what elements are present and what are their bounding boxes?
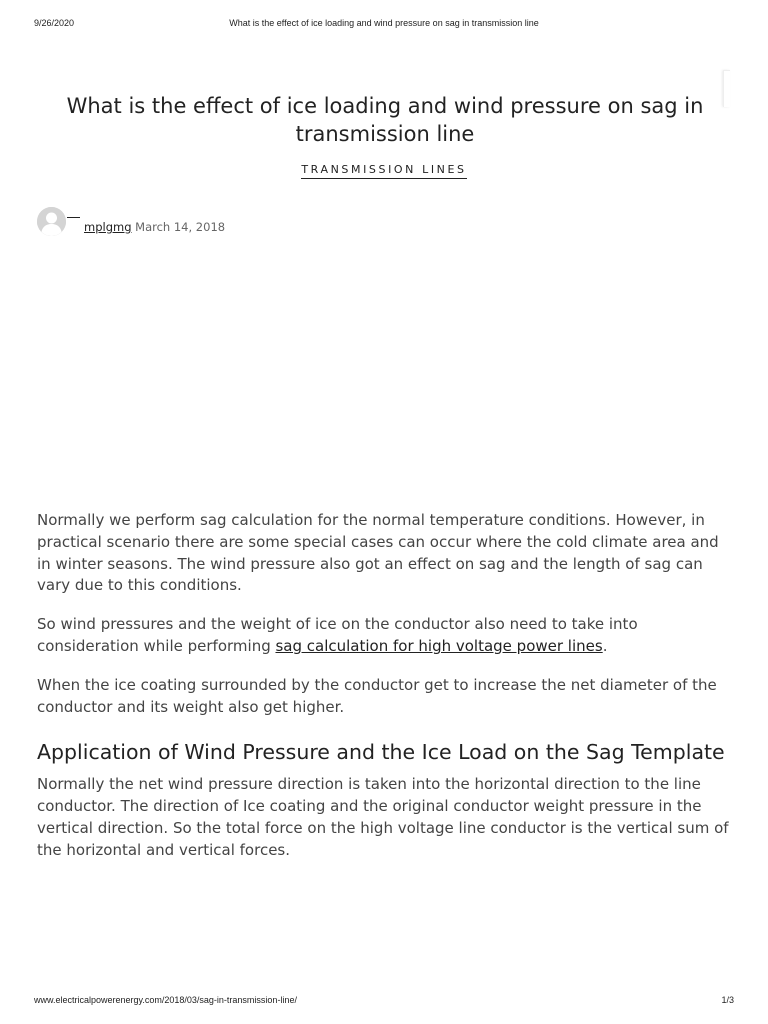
user-avatar-icon[interactable] — [37, 207, 66, 236]
article-content — [37, 510, 737, 879]
byline-text — [84, 220, 225, 234]
print-footer — [34, 995, 734, 1007]
post-date: March 14, 2018 — [135, 220, 226, 234]
category-container — [0, 160, 768, 178]
byline-separator — [67, 217, 80, 218]
print-date: 9/26/2020 — [34, 18, 75, 28]
paragraph-1: Normally we perform sag calculation for the normal temperature conditions. However, in practical scenario there are some special cases can occur where the cold climate area and in winter seasons. The wind pressure also got an effect on sag and the length of sag can vary due to this conditions. — [37, 511, 719, 595]
sag-calculation-link[interactable]: sag calculation for high voltage power lines — [275, 636, 603, 655]
print-doc-title: What is the effect of ice loading and wind pressure on sag in transmission line — [229, 18, 539, 28]
paragraph-3: When the ice coating surrounded by the conductor get to increase the net diameter of the conductor and its weight also get higher. — [37, 675, 717, 716]
author-link[interactable]: mplgmg — [84, 220, 132, 234]
paragraph-2-end: . — [602, 636, 608, 655]
section-paragraph: Normally the net wind pressure direction is taken into the horizontal direction to the line conductor. The direction of Ice coating and the original conductor weight pressure in the vertical direction. So the total force on the high voltage line conductor is the vertical sum of the horizontal and vertical forces. — [37, 775, 729, 859]
print-url: www.electricalpowerenergy.com/2018/03/sag-in-transmission-line/ — [34, 995, 297, 1005]
category-link[interactable]: TRANSMISSION LINES — [301, 163, 466, 179]
paragraph-2-text: So wind pressures and the weight of ice on the conductor also need to take into consideration while performing — [37, 615, 638, 655]
article-title: What is the effect of ice loading and wind pressure on sag in transmission line — [66, 94, 704, 146]
section-heading: Application of Wind Pressure and the Ice Load on the Sag Template — [37, 740, 725, 765]
print-header — [34, 18, 734, 30]
page-number: 1/3 — [721, 995, 734, 1005]
paragraph-2 — [37, 614, 737, 658]
